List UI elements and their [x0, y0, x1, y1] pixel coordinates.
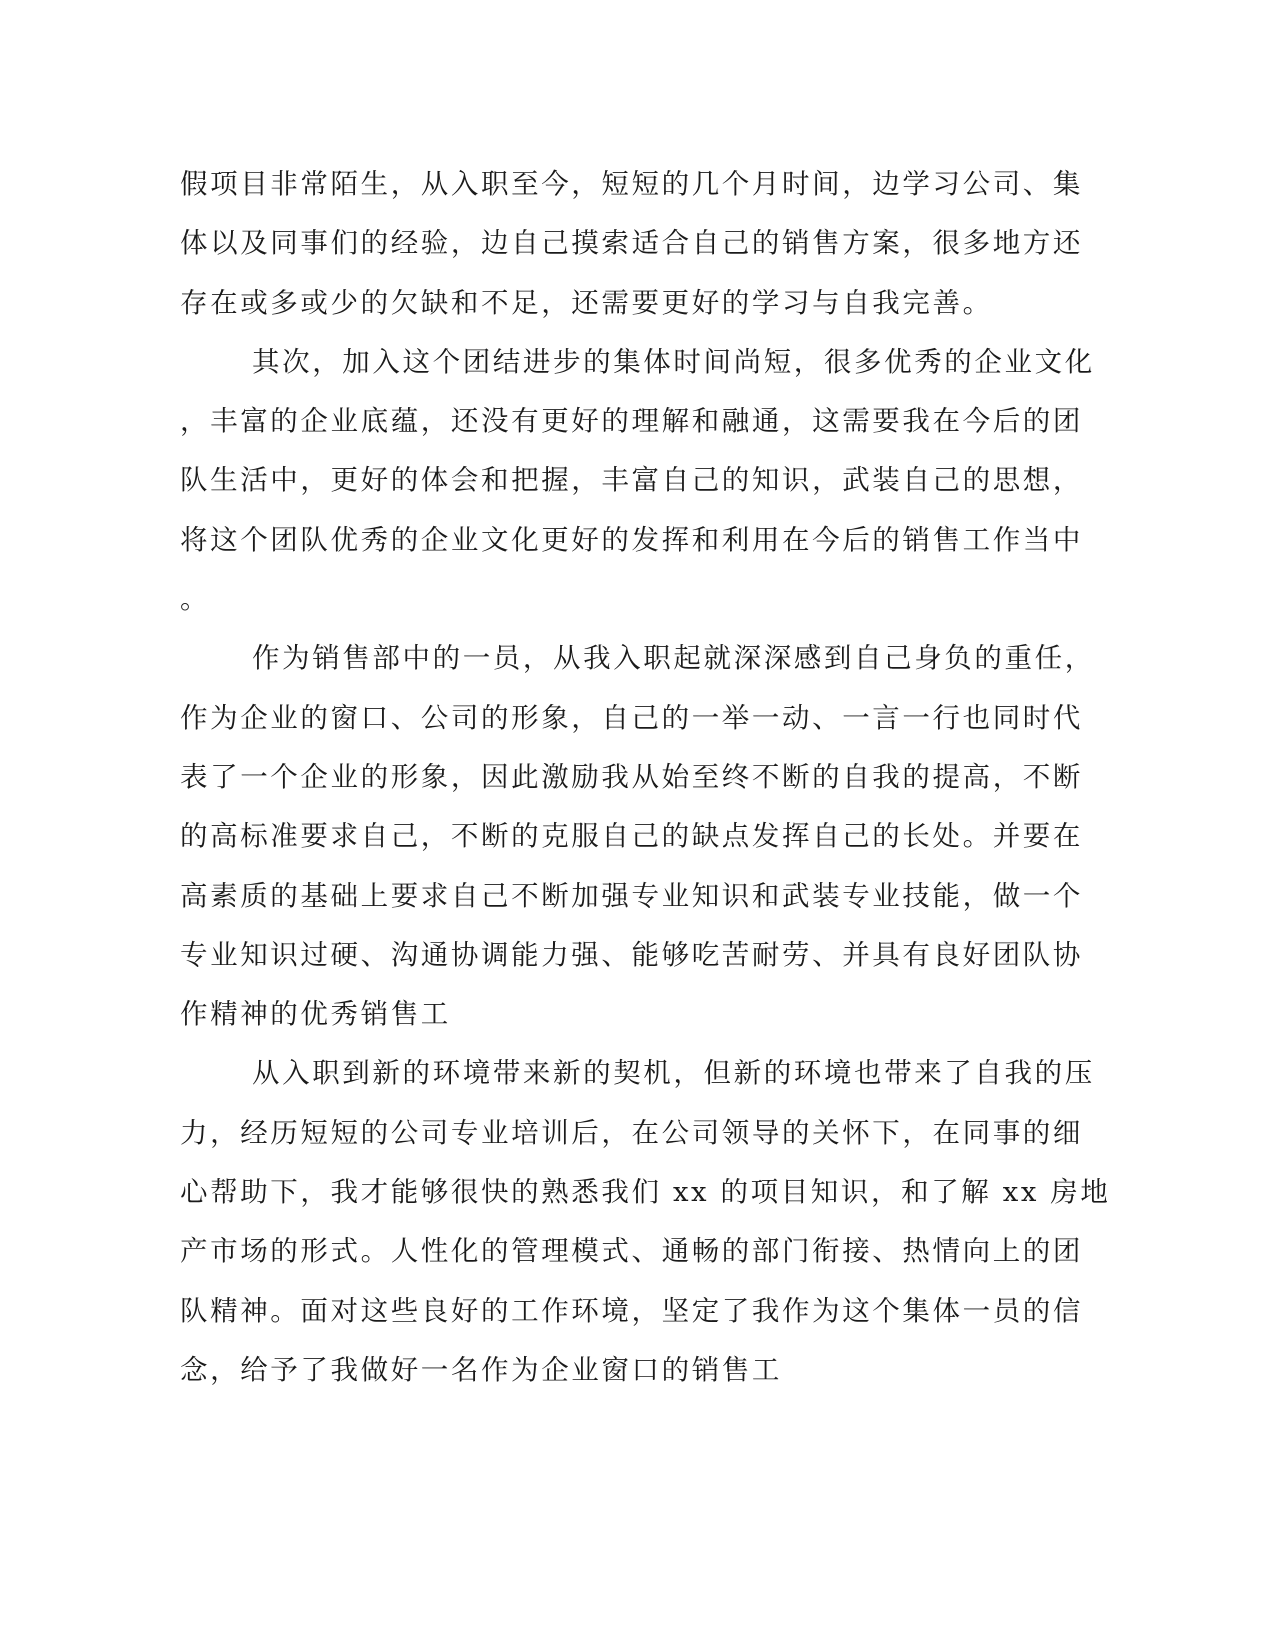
text-line: 力，经历短短的公司专业培训后，在公司领导的关怀下，在同事的细 — [180, 1116, 1083, 1149]
text-line: 队精神。面对这些良好的工作环境，坚定了我作为这个集体一员的信 — [180, 1294, 1083, 1327]
text-line: 体以及同事们的经验，边自己摸索适合自己的销售方案，很多地方还 — [180, 227, 1083, 260]
paragraph-1 — [180, 155, 1083, 333]
text-line: 作为企业的窗口、公司的形象，自己的一举一动、一言一行也同时代 — [180, 701, 1083, 734]
paragraph-2 — [180, 333, 1095, 629]
text-line: 。 — [180, 583, 211, 616]
text-line: 作为销售部中的一员，从我入职起就深深感到自己身负的重任， — [252, 642, 1095, 675]
text-line: 高素质的基础上要求自己不断加强专业知识和武装专业技能，做一个 — [180, 879, 1083, 912]
text-line: 心帮助下，我才能够很快的熟悉我们 xx 的项目知识，和了解 xx 房地 — [180, 1176, 1111, 1209]
text-line: 专业知识过硬、沟通协调能力强、能够吃苦耐劳、并具有良好团队协 — [180, 938, 1083, 971]
document-body — [180, 155, 1111, 1400]
paragraph-4 — [180, 1044, 1111, 1400]
text-line: ，丰富的企业底蕴，还没有更好的理解和融通，这需要我在今后的团 — [180, 405, 1083, 438]
text-line: 从入职到新的环境带来新的契机，但新的环境也带来了自我的压 — [252, 1057, 1095, 1090]
paragraph-3 — [180, 629, 1095, 1044]
text-line: 队生活中，更好的体会和把握，丰富自己的知识，武装自己的思想， — [180, 464, 1083, 497]
text-line: 假项目非常陌生，从入职至今，短短的几个月时间，边学习公司、集 — [180, 168, 1083, 200]
text-line: 的高标准要求自己，不断的克服自己的缺点发挥自己的长处。并要在 — [180, 820, 1083, 853]
text-line: 存在或多或少的欠缺和不足，还需要更好的学习与自我完善。 — [180, 286, 993, 319]
text-line: 作精神的优秀销售工 — [180, 998, 451, 1031]
text-line: 念，给予了我做好一名作为企业窗口的销售工 — [180, 1353, 782, 1386]
text-line: 产市场的形式。人性化的管理模式、通畅的部门衔接、热情向上的团 — [180, 1235, 1083, 1268]
text-line: 表了一个企业的形象，因此激励我从始至终不断的自我的提高，不断 — [180, 760, 1083, 793]
text-line: 将这个团队优秀的企业文化更好的发挥和利用在今后的销售工作当中 — [180, 523, 1083, 556]
text-line: 其次，加入这个团结进步的集体时间尚短，很多优秀的企业文化 — [252, 345, 1095, 378]
